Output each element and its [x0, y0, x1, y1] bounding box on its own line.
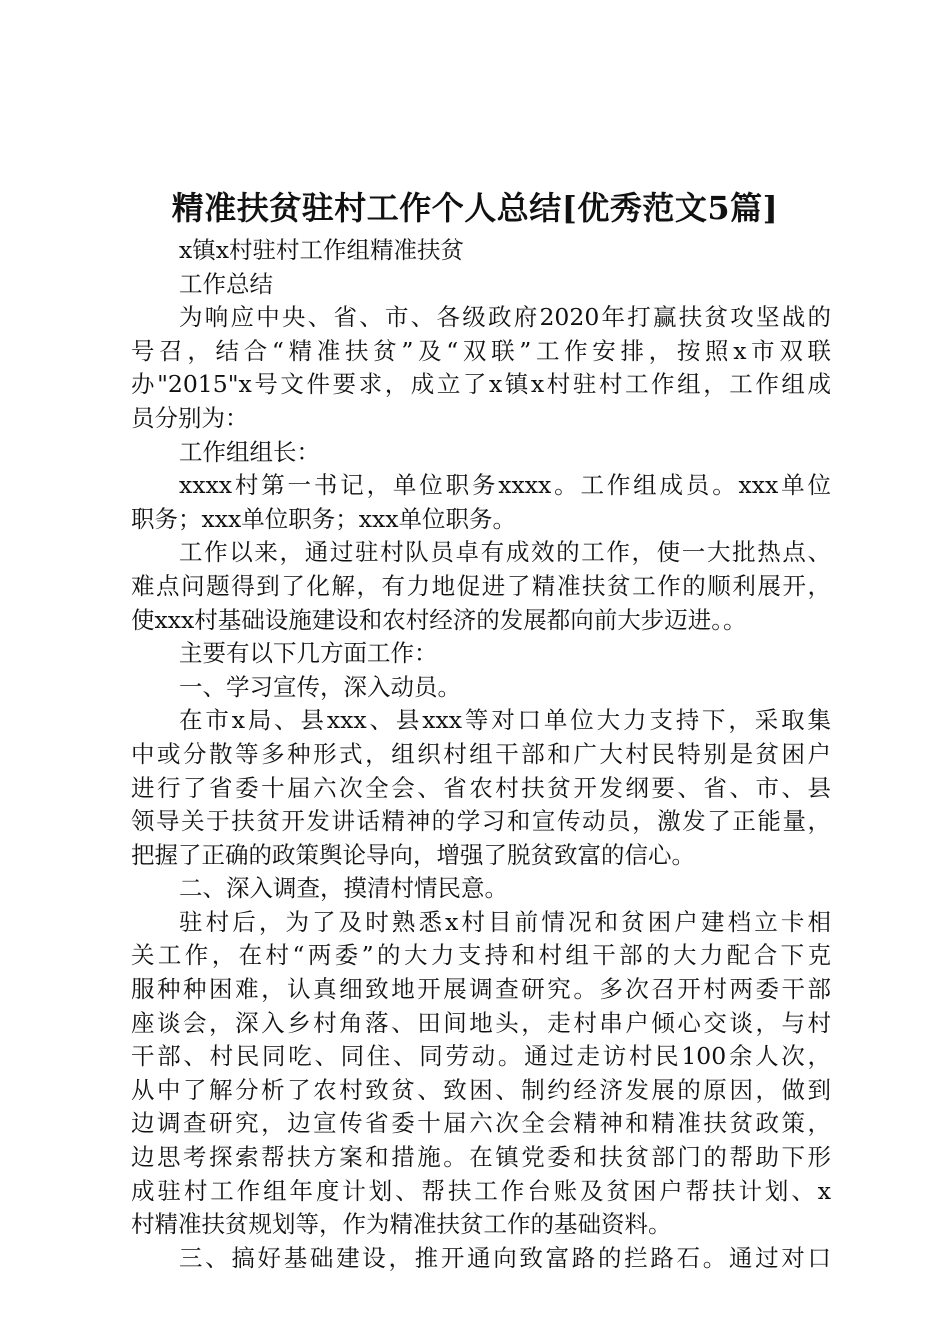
paragraph-line: 驻村后，为了及时熟悉x村目前情况和贫困户建档立卡相 [179, 907, 831, 936]
paragraph-line: 职务；xxx单位职务；xxx单位职务。 [131, 504, 517, 533]
paragraph-line: 座谈会，深入乡村角落、田间地头，走村串户倾心交谈，与村 [131, 1008, 831, 1037]
paragraph-line: 中或分散等多种形式，组织村组干部和广大村民特别是贫困户 [131, 739, 831, 768]
paragraph-line: 关工作，在村“两委”的大力支持和村组干部的大力配合下克 [131, 941, 831, 970]
paragraph-line: 进行了省委十届六次全会、省农村扶贫开发纲要、省、市、县 [131, 773, 831, 802]
paragraph-line: 边调查研究，边宣传省委十届六次全会精神和精准扶贫政策， [131, 1109, 831, 1138]
subtitle-line-2: 工作总结 [179, 269, 273, 298]
paragraph-line: 把握了正确的政策舆论导向，增强了脱贫致富的信心。 [131, 840, 695, 869]
paragraph-line: 工作以来，通过驻村队员卓有成效的工作，使一大批热点、 [179, 538, 831, 567]
paragraph-line: 领导关于扶贫开发讲话精神的学习和宣传动员，激发了正能量， [131, 807, 831, 836]
paragraph-line: 干部、村民同吃、同住、同劳动。通过走访村民100余人次， [131, 1042, 831, 1071]
subtitle-line-1: x镇x村驻村工作组精准扶贫 [179, 236, 465, 264]
section-heading-1: 一、学习宣传，深入动员。 [179, 672, 461, 701]
paragraph-line: 工作组组长： [179, 437, 320, 466]
paragraph-line: 使xxx村基础设施建设和农村经济的发展都向前大步迈进。。 [131, 605, 747, 634]
paragraph-line: xxxx村第一书记，单位职务xxxx。工作组成员。xxx单位 [179, 471, 831, 500]
paragraph-line: 难点问题得到了化解，有力地促进了精准扶贫工作的顺利展开， [131, 571, 831, 600]
section-heading-2: 二、深入调查，摸清村情民意。 [179, 874, 508, 903]
paragraph-line: 从中了解分析了农村致贫、致困、制约经济发展的原因，做到 [131, 1075, 831, 1104]
paragraph-line: 服种种困难，认真细致地开展调查研究。多次召开村两委干部 [131, 975, 831, 1004]
section-intro-line: 主要有以下几方面工作： [179, 639, 438, 668]
paragraph-line: 员分别为： [131, 403, 249, 432]
paragraph-line: 在市x局、县xxx、县xxx等对口单位大力支持下，采取集 [179, 706, 831, 735]
paragraph-line: 号召，结合“精准扶贫”及“双联”工作安排，按照x市双联 [131, 336, 831, 365]
section-heading-3: 三、搞好基础建设，推开通向致富路的拦路石。通过对口 [179, 1243, 831, 1272]
document-body [131, 234, 831, 1275]
document-title: 精准扶贫驻村工作个人总结[优秀范文5篇] [171, 189, 779, 227]
paragraph-line: 村精准扶贫规划等，作为精准扶贫工作的基础资料。 [131, 1210, 672, 1239]
paragraph-line: 成驻村工作组年度计划、帮扶工作台账及贫困户帮扶计划、x [131, 1176, 831, 1205]
paragraph-line: 为响应中央、省、市、各级政府2020年打赢扶贫攻坚战的 [179, 303, 831, 332]
paragraph-line: 办"2015"x号文件要求，成立了x镇x村驻村工作组，工作组成 [131, 370, 831, 399]
paragraph-line: 边思考探索帮扶方案和措施。在镇党委和扶贫部门的帮助下形 [131, 1143, 831, 1172]
